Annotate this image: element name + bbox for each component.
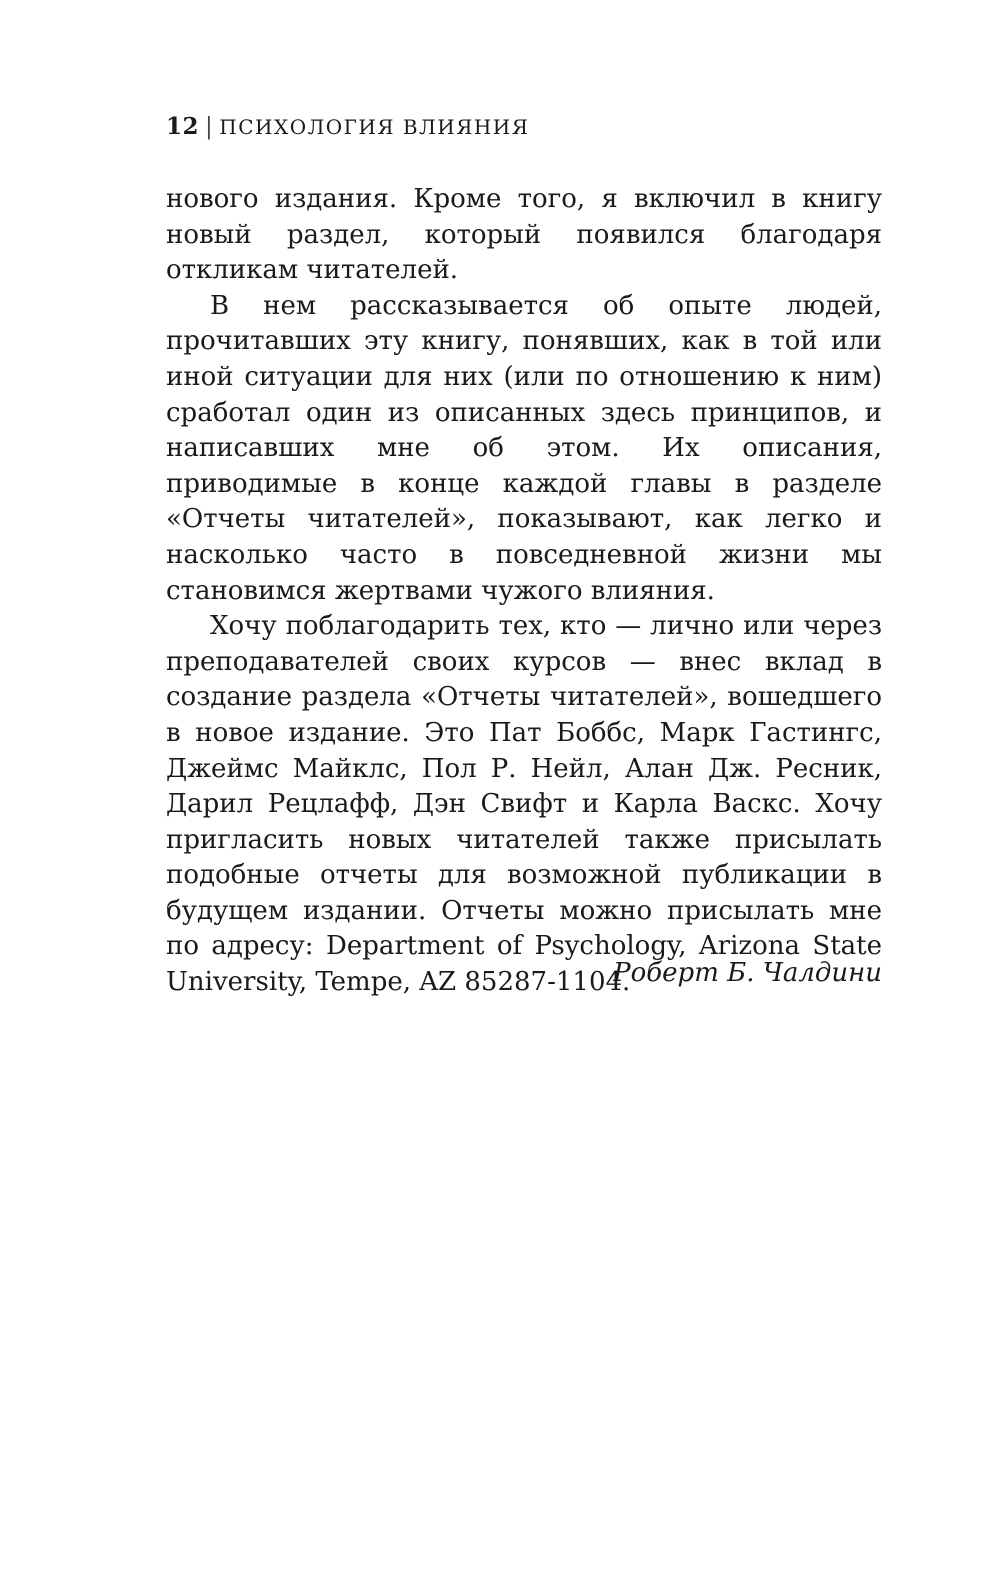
body-text [166,182,882,1001]
running-title: ПСИХОЛОГИЯ ВЛИЯНИЯ [219,115,530,139]
paragraph-reader-reports: В нем рассказывается об опыте людей, прочитавших эту книгу, понявших, как в той или иной ситуации для них (или по отношению к ним) сработал один из описанных здесь принципов, и написавших мне об этом. Их описания, приводимые в конце каждой главы в разделе «Отчеты читателей», показывают, как легко и насколько часто в повседневной жизни мы становимся жертвами чужого влияния. [166,290,882,606]
paragraph-continuation: нового издания. Кроме того, я включил в книгу новый раздел, который появился благодаря откликам читателей. [166,184,882,286]
page-number: 12 [166,113,200,140]
running-header [166,113,529,141]
author-signature: Роберт Б. Чалдини [613,958,882,988]
paragraph-acknowledgements: Хочу поблагодарить тех, кто — лично или через преподавателей своих курсов — внес вклад в создание раздела «Отчеты читателей», вошедшего в новое издание. Это Пат Боббс, Марк Гастингс, Джеймс Майклс, Пол Р. Нейл, Алан Дж. Ресник, Дарил Рецлафф, Дэн Свифт и Карла Васкс. Хочу пригласить новых читателей также присылать подобные отчеты для возможной публикации в будущем издании. Отчеты можно присылать мне по адресу: Department of Psychology, Arizona State University, Tempe, AZ 85287-1104. [166,611,882,998]
header-separator: | [205,114,214,140]
